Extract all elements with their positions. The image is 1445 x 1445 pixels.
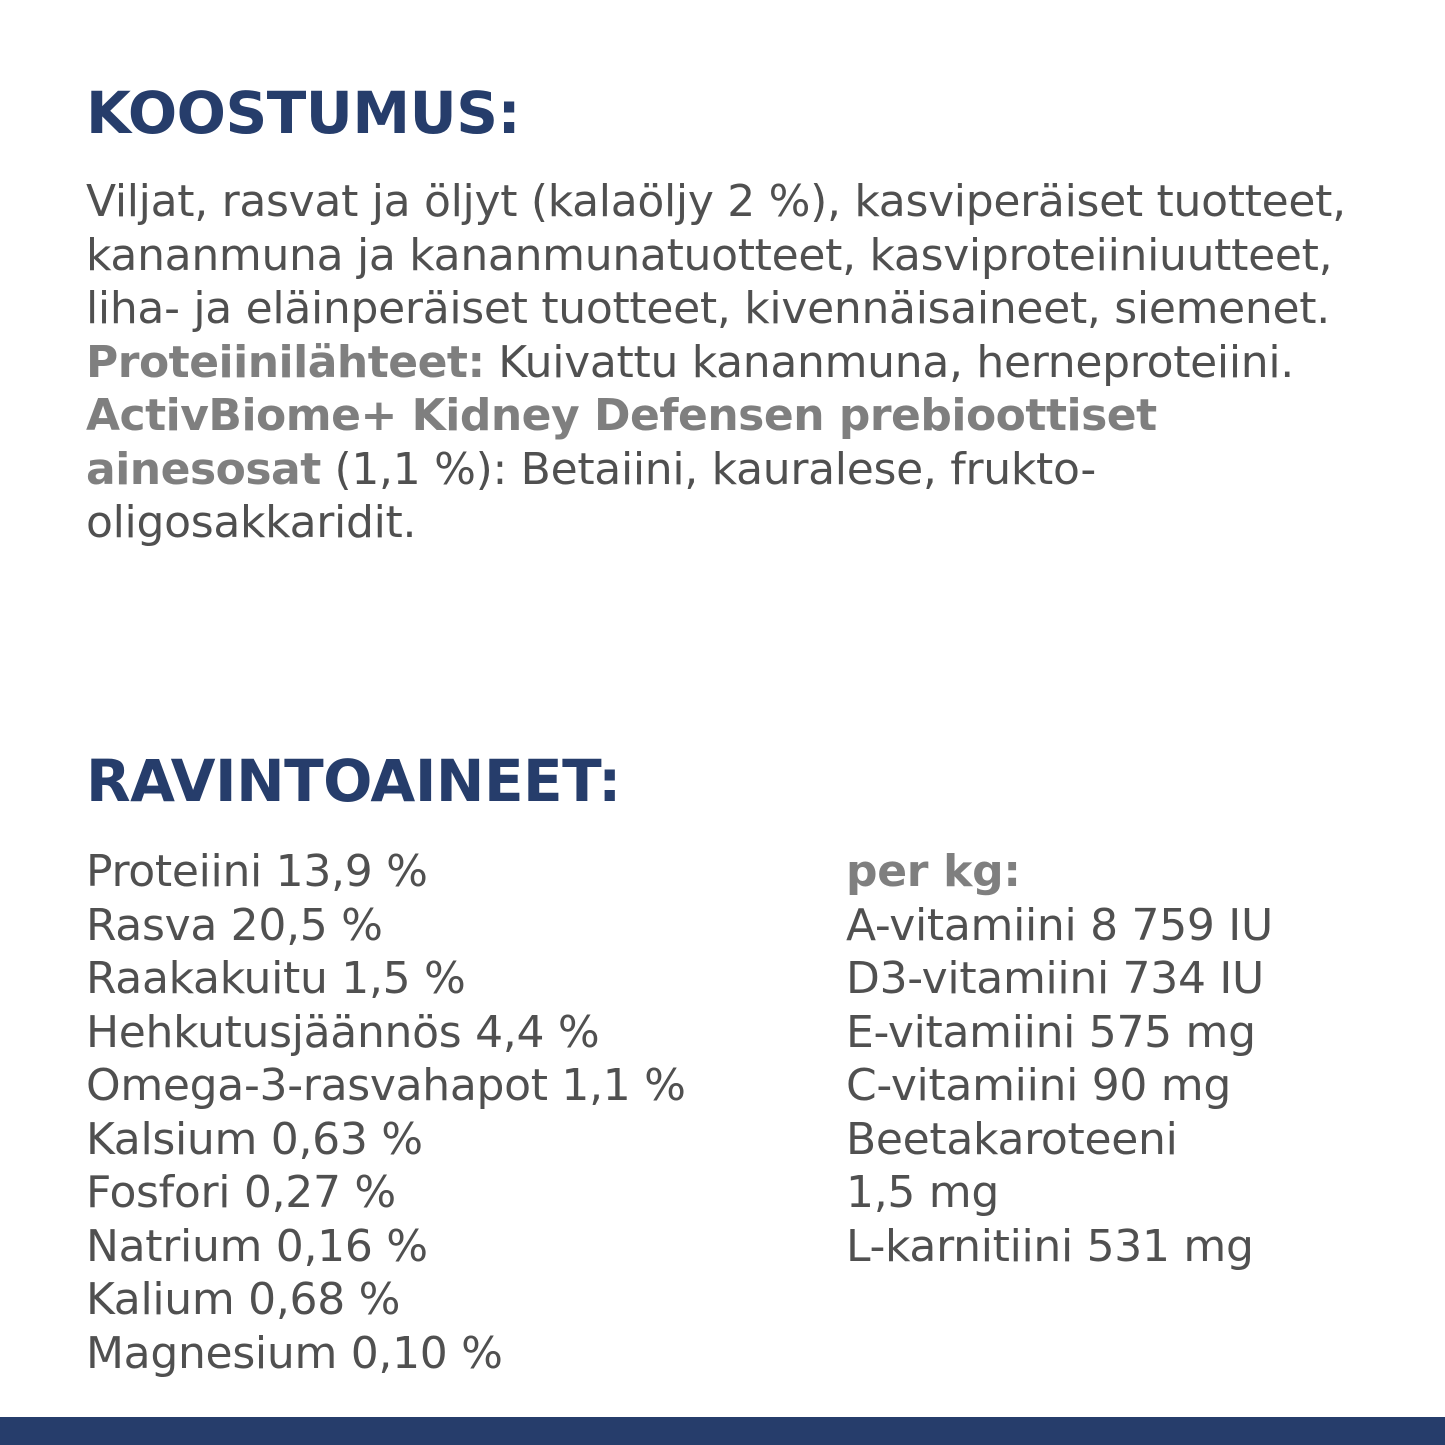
nutrient-item: Magnesium 0,10 % [86,1327,503,1379]
nutrient-item: Natrium 0,16 % [86,1220,428,1272]
nutrient-item: Fosfori 0,27 % [86,1167,396,1218]
protein-sources-text: Kuivattu kananmuna, herneproteiini. [484,336,1294,388]
nutrient-item: Omega-3-rasvahapot 1,1 % [86,1060,686,1111]
footer-bar [0,1417,1445,1445]
vitamin-item: D3-vitamiini 734 IU [846,953,1264,1004]
nutrient-per-kg-list [846,845,1426,1273]
nutrient-item: Rasva 20,5 % [86,899,383,951]
vitamin-item: Beetakaroteeni [846,1113,1178,1165]
ingredients-text: Viljat, rasvat ja öljyt (kalaöljy 2 %), kasviperäiset tuotteet, kananmuna ja kananmunatuotteet, kasviproteiiniuutteet, liha- ja eläinperäiset tuotteet, kivennäisaineet, siemenet. [86,176,1346,334]
per-kg-heading: per kg: [846,846,1021,897]
vitamin-item: A-vitamiini 8 759 IU [846,899,1273,951]
nutrients-heading: RAVINTOAINEET: [86,747,621,815]
protein-sources-label: Proteiinilähteet: [86,336,485,388]
prebiotic-ingredients [86,389,1406,550]
prebiotic-label: ActivBiome+ Kidney Defensen prebioottiset ainesosat [86,390,1157,495]
vitamin-item: C-vitamiini 90 mg [846,1060,1231,1111]
nutrient-item: Raakakuitu 1,5 % [86,953,466,1004]
composition-body [86,175,1406,550]
nutrient-item: Kalium 0,68 % [86,1274,401,1325]
vitamin-item: 1,5 mg [846,1167,999,1218]
composition-heading: KOOSTUMUS: [86,79,521,147]
nutrient-item: Kalsium 0,63 % [86,1113,423,1165]
prebiotic-text: (1,1 %): Betaiini, kauralese, frukto-oligosakkaridit. [86,443,1096,548]
protein-sources [86,336,1406,390]
vitamin-item: L-karnitiini 531 mg [846,1220,1254,1272]
nutrient-item: Hehkutusjäännös 4,4 % [86,1006,600,1058]
nutrient-item: Proteiini 13,9 % [86,846,428,897]
vitamin-item: E-vitamiini 575 mg [846,1006,1256,1058]
nutrient-percent-list [86,845,806,1380]
